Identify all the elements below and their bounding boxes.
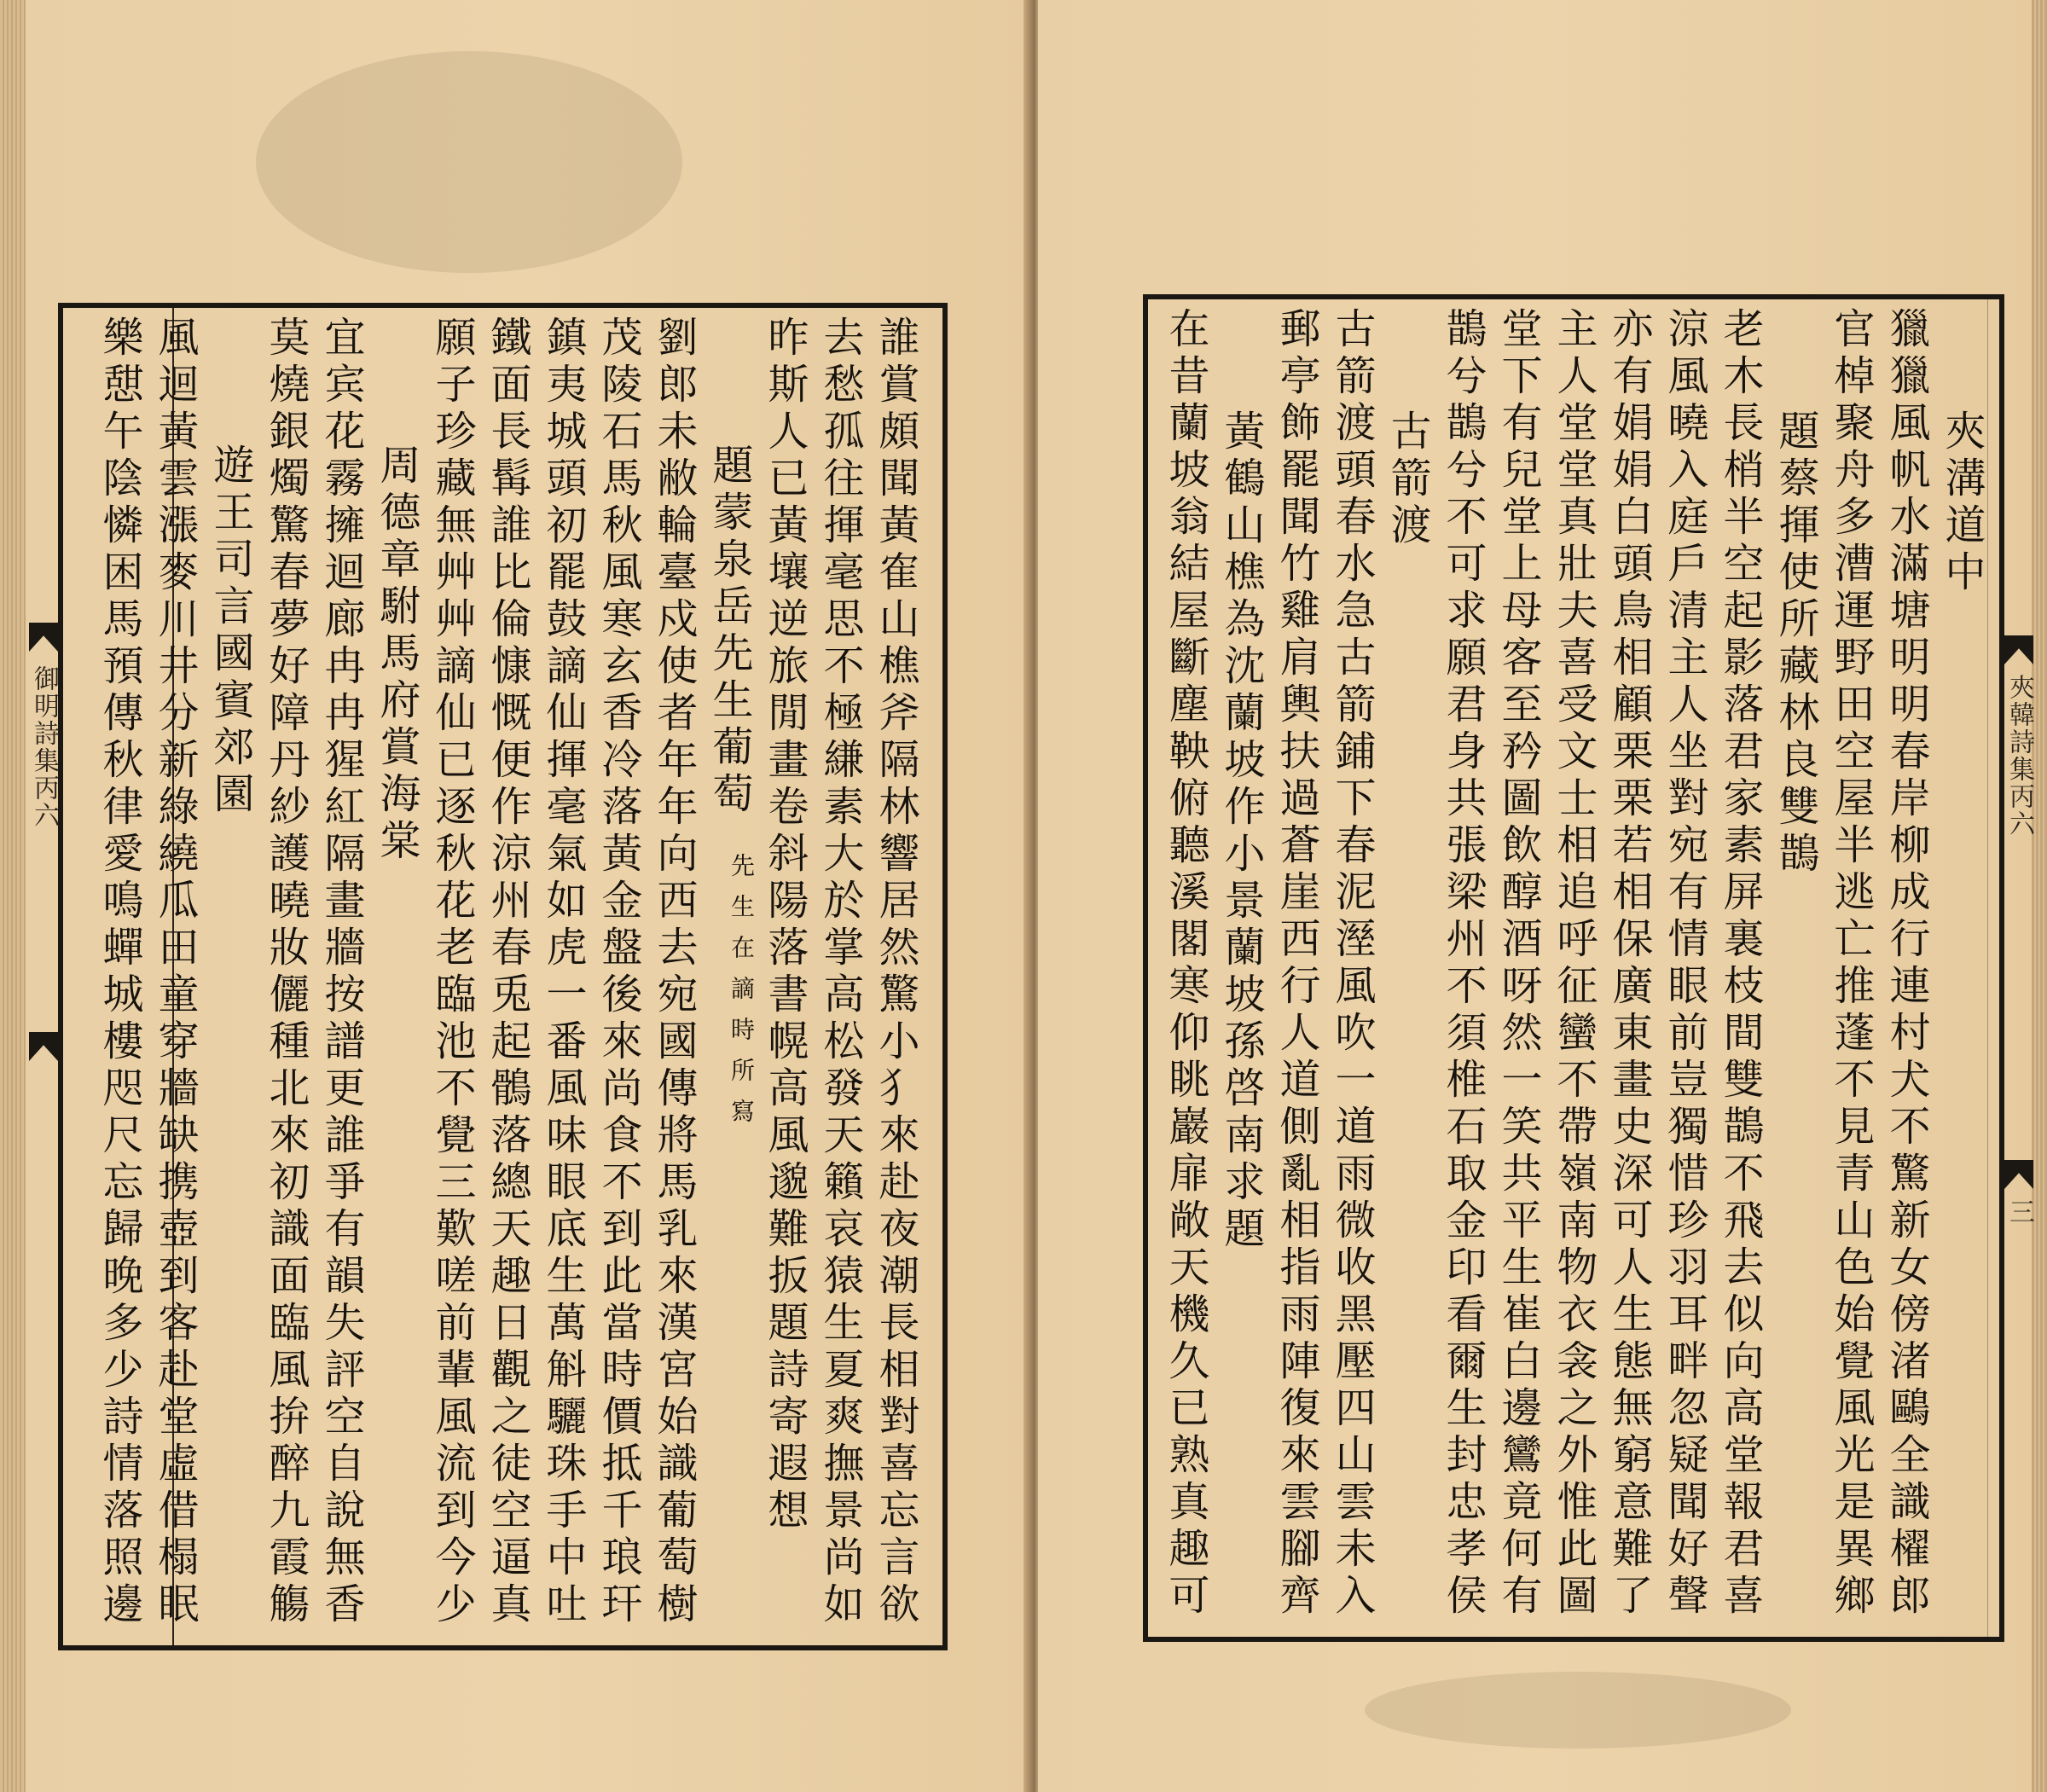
right-column-7: 亦有娟娟白頭鳥相顧栗栗若相保廣東畫史深可人生態無窮意難了 [1605,307,1653,1621]
left-column-3: 昨斯人已黃壤逆旅閒畫卷斜陽落書幌高風邈難扳題詩寄遐想 [761,316,809,1535]
left-column-12: 莫燒銀燭驚春夢好障丹紗護曉妝儷種北來初識面臨風拚醉九霞觴 [262,316,310,1629]
right-banxin-title: 夾韓詩集丙六 [2004,674,2034,838]
left-poem-title-2: 周德章駙馬府賞海棠 [373,444,420,866]
right-column-2: 獵獵風帆水滿塘明明春岸柳成行連村犬不驚新女傍渚鷗全識櫂郎 [1882,307,1930,1621]
left-column-5: 劉郎未敝輪臺戍使者年年向西去宛國傳將馬乳來漢宮始識葡萄樹 [650,316,698,1629]
left-page-stack-edge [0,0,29,1792]
left-column-14: 風迴黃雲漲麥川井分新綠繞瓜田童穿牆缺携壺到客赴堂虛借榻眠 [151,316,199,1629]
left-poem-title-3: 遊王司言國賓郊園 [206,444,254,819]
left-poem-title-1: 題蒙泉岳先生葡萄 [705,444,753,819]
column-separator [1987,299,1988,1638]
right-banxin-page-number: 三 [2004,1198,2034,1224]
right-column-15: 在昔蘭坡翁結屋斷塵鞅俯聽溪閣寒仰眺巖扉敞天機久已熟真趣可 [1162,307,1209,1621]
fish-tail-mark [29,623,58,652]
left-banxin [29,316,58,1646]
paper-stain [256,51,682,273]
right-column-6: 涼風曉入庭戶清主人坐對宛有情眼前豈獨惜珍羽耳畔忽疑聞好聲 [1661,307,1708,1621]
right-page-stack-edge [2032,0,2047,1792]
fish-tail-mark [2004,1160,2033,1189]
right-column-5: 老木長梢半空起影落君家素屏裏枝間雙鵲不飛去似向高堂報君喜 [1716,307,1764,1621]
left-column-7: 鎮夷城頭初罷鼓謫仙揮毫氣如虎一番風味眼底生萬斛驪珠手中吐 [539,316,587,1629]
left-column-15: 樂憇午陰憐困馬預傳秋律愛鳴蟬城樓咫尺忘歸晚多少詩情落照邊 [96,316,143,1629]
right-banxin [2004,307,2032,1638]
left-column-11: 宜宾花霧擁迴廊冉冉猩紅隔畫牆按譜更誰爭有韻失評空自說無香 [317,316,365,1629]
left-column-6: 茂陵石馬秋風寒玄香冷落黃金盤後來尚食不到此當時價抵千琅玕 [594,316,642,1629]
paper-stain [1365,1672,1791,1749]
right-column-13: 郵亭飾罷聞竹雞肩輿扶過蒼崖西行人道側亂相指雨陣復來雲腳齊 [1273,307,1320,1621]
right-poem-title-2: 題蔡揮使所藏林良雙鵲 [1772,409,1819,879]
left-column-8: 鐵面長髯誰比倫慷慨便作涼州春兎起鶻落總天趣日觀之徒空逼真 [484,316,531,1629]
right-poem-title-4: 黃鶴山樵為沈蘭坡作小景蘭坡孫啓南求題 [1217,409,1265,1254]
left-column-2: 去愁孤往揮毫思不極縑素大於掌高松發天籟哀猿生夏爽撫景尚如 [816,316,864,1629]
right-column-8: 主人堂堂真壯夫喜受文士相追呼征蠻不帶嶺南物衣衾之外惟此圖 [1550,307,1598,1621]
right-column-12: 古箭渡頭春水急古箭鋪下春泥溼風吹一道雨微收黑壓四山雲未入 [1328,307,1376,1621]
right-column-10: 鵲兮鵲兮不可求願君身共張梁州不須椎石取金印看爾生封忠孝侯 [1439,307,1487,1621]
right-column-9: 堂下有兒堂上母客至矜圖飲醇酒呀然一笑共平生崔白邊鸞竟何有 [1494,307,1542,1621]
left-column-1: 誰賞頗聞黃隺山樵斧隔林響居然驚小犭來赴夜潮長相對喜忘言欲 [872,316,919,1629]
fish-tail-mark [29,1032,58,1061]
left-banxin-title: 御明詩集丙六 [29,665,59,829]
left-poem-note: 先生在謫時所寫 [728,853,756,1140]
right-poem-title-3: 古箭渡 [1383,409,1431,550]
right-poem-title-1: 夾溝道中 [1938,409,1986,597]
right-column-3: 官棹聚舟多漕運野田空屋半逃亡推蓬不見青山色始覺風光是異鄉 [1827,307,1875,1621]
fish-tail-mark [2004,635,2033,664]
left-column-9: 願子珍藏無艸艸謫仙已逐秋花老臨池不覺三歎嗟前輩風流到今少 [428,316,476,1629]
